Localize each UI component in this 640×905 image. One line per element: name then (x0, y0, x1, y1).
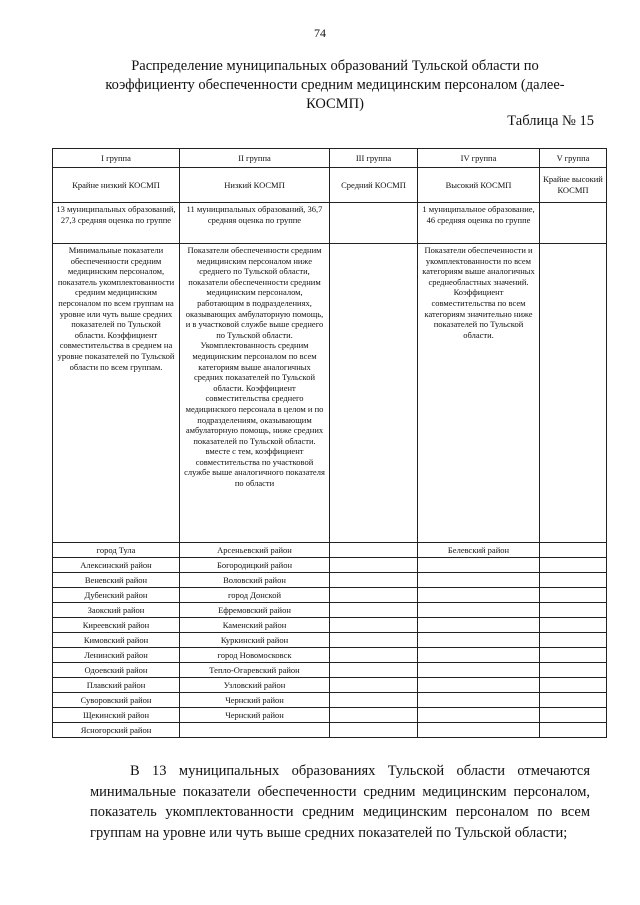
district-cell: Ясногорский район (53, 723, 180, 738)
district-cell (540, 723, 607, 738)
district-cell (330, 588, 418, 603)
district-cell (330, 603, 418, 618)
district-cell (418, 573, 540, 588)
district-cell: Тепло-Огаревский район (180, 663, 330, 678)
table-body (53, 149, 607, 738)
district-cell: Чернский район (180, 708, 330, 723)
district-cell (540, 633, 607, 648)
district-row (53, 573, 607, 588)
district-cell: город Новомосковск (180, 648, 330, 663)
district-row (53, 723, 607, 738)
district-cell (540, 708, 607, 723)
district-cell (418, 693, 540, 708)
district-cell: Дубенский район (53, 588, 180, 603)
count-row (53, 203, 607, 244)
count-cell (540, 203, 607, 244)
district-cell (330, 558, 418, 573)
district-cell (540, 663, 607, 678)
district-cell: Узловский район (180, 678, 330, 693)
district-cell (418, 708, 540, 723)
district-cell (180, 723, 330, 738)
count-cell: 13 муниципальных образований, 27,3 средняя оценка по группе (53, 203, 180, 244)
district-cell (330, 723, 418, 738)
district-cell (540, 543, 607, 558)
district-cell: Заокский район (53, 603, 180, 618)
title-line: Распределение муниципальных образований Тульской области по (131, 58, 539, 74)
district-cell: Белевский район (418, 543, 540, 558)
level-cell: Крайне низкий КОСМП (53, 168, 180, 203)
district-cell (330, 633, 418, 648)
district-row (53, 633, 607, 648)
description-cell (540, 244, 607, 543)
district-cell (540, 603, 607, 618)
count-cell: 1 муниципальное образование, 46 средняя оценка по группе (418, 203, 540, 244)
district-row (53, 618, 607, 633)
district-cell (330, 693, 418, 708)
description-cell: Минимальные показатели обеспеченности средним медицинским персоналом, показатель укомплектованности средним медицинским персоналом по всем группам на уровне или чуть выше средних показателей по Тульской области. Коэффициент совместительства в среднем на уровне показателей по Тульской области по всем группам. (53, 244, 180, 543)
district-cell: Арсеньевский район (180, 543, 330, 558)
district-cell: город Донской (180, 588, 330, 603)
district-cell (540, 618, 607, 633)
district-cell (330, 648, 418, 663)
count-cell (330, 203, 418, 244)
description-cell (330, 244, 418, 543)
district-cell (330, 573, 418, 588)
district-cell: Щекинский район (53, 708, 180, 723)
district-cell (330, 543, 418, 558)
district-cell: Ефремовский район (180, 603, 330, 618)
district-cell (330, 708, 418, 723)
district-cell: Ленинский район (53, 648, 180, 663)
district-cell (418, 633, 540, 648)
district-cell (418, 558, 540, 573)
group-header-cell: IV группа (418, 149, 540, 168)
district-row (53, 543, 607, 558)
district-cell: Веневский район (53, 573, 180, 588)
district-cell (418, 618, 540, 633)
body-paragraph: В 13 муниципальных образованиях Тульской области отмечаются минимальные показатели обеспеченности средним медицинским персоналом, показатель укомплектованности средним медицинским персоналом по всем группам на уровне или чуть выше средних показателей по Тульской области; (90, 763, 590, 841)
district-cell: Каменский район (180, 618, 330, 633)
district-row (53, 558, 607, 573)
district-cell: Киреевский район (53, 618, 180, 633)
district-cell (540, 648, 607, 663)
district-cell: Чернский район (180, 693, 330, 708)
district-row (53, 603, 607, 618)
level-cell: Крайне высокий КОСМП (540, 168, 607, 203)
distribution-table (52, 148, 607, 738)
district-cell: Суворовский район (53, 693, 180, 708)
district-cell (540, 678, 607, 693)
district-cell (418, 648, 540, 663)
district-cell: Кимовский район (53, 633, 180, 648)
group-header-cell: V группа (540, 149, 607, 168)
district-row (53, 663, 607, 678)
group-header-cell: III группа (330, 149, 418, 168)
district-cell (540, 693, 607, 708)
district-cell: Алексинский район (53, 558, 180, 573)
district-row (53, 588, 607, 603)
district-row (53, 648, 607, 663)
level-cell: Высокий КОСМП (418, 168, 540, 203)
district-cell (418, 723, 540, 738)
district-row (53, 708, 607, 723)
table-caption: Таблица № 15 (507, 113, 594, 129)
district-cell: Куркинский район (180, 633, 330, 648)
district-cell (540, 558, 607, 573)
district-cell: Плавский район (53, 678, 180, 693)
district-cell (418, 603, 540, 618)
district-cell (330, 663, 418, 678)
title-line: КОСМП) (306, 96, 364, 112)
district-cell: Воловский район (180, 573, 330, 588)
page-number: 74 (314, 26, 326, 40)
level-row (53, 168, 607, 203)
group-header-row (53, 149, 607, 168)
district-cell: город Тула (53, 543, 180, 558)
group-header-cell: II группа (180, 149, 330, 168)
level-cell: Средний КОСМП (330, 168, 418, 203)
district-cell (418, 663, 540, 678)
description-cell: Показатели обеспеченности средним медицинским персоналом ниже среднего по Тульской области, показатели обеспеченности средним медицинским персоналом, работающим в подразделениях, оказывающих амбулаторную помощь, и в участковой службе выше среднего по Тульской области. Укомплектованность средним медицинским персоналом по всем категориям выше аналогичных средних показателей по Тульской области. Коэффициент совместительства среднего медицинского персонала в целом и по подразделениям, оказывающим амбулаторную помощь, ниже средних показателей по Тульской области. вместе с тем, коэффициент совместительства по участковой службе выше аналогичного показателя по области (180, 244, 330, 543)
district-cell: Богородицкий район (180, 558, 330, 573)
district-cell (330, 678, 418, 693)
level-cell: Низкий КОСМП (180, 168, 330, 203)
group-header-cell: I группа (53, 149, 180, 168)
district-cell (540, 588, 607, 603)
description-cell: Показатели обеспеченности и укомплектованности по всем категориям выше аналогичных среднеобластных значений. Коэффициент совместительства по всем категориям значительно ниже показателей по Тульской области. (418, 244, 540, 543)
district-cell: Одоевский район (53, 663, 180, 678)
district-row (53, 693, 607, 708)
description-row (53, 244, 607, 543)
district-cell (540, 573, 607, 588)
district-cell (418, 588, 540, 603)
district-cell (418, 678, 540, 693)
document-title (60, 57, 610, 114)
count-cell: 11 муниципальных образований, 36,7 средняя оценка по группе (180, 203, 330, 244)
district-cell (330, 618, 418, 633)
title-line: коэффициенту обеспеченности средним медицинским персоналом (далее- (105, 77, 565, 93)
district-row (53, 678, 607, 693)
